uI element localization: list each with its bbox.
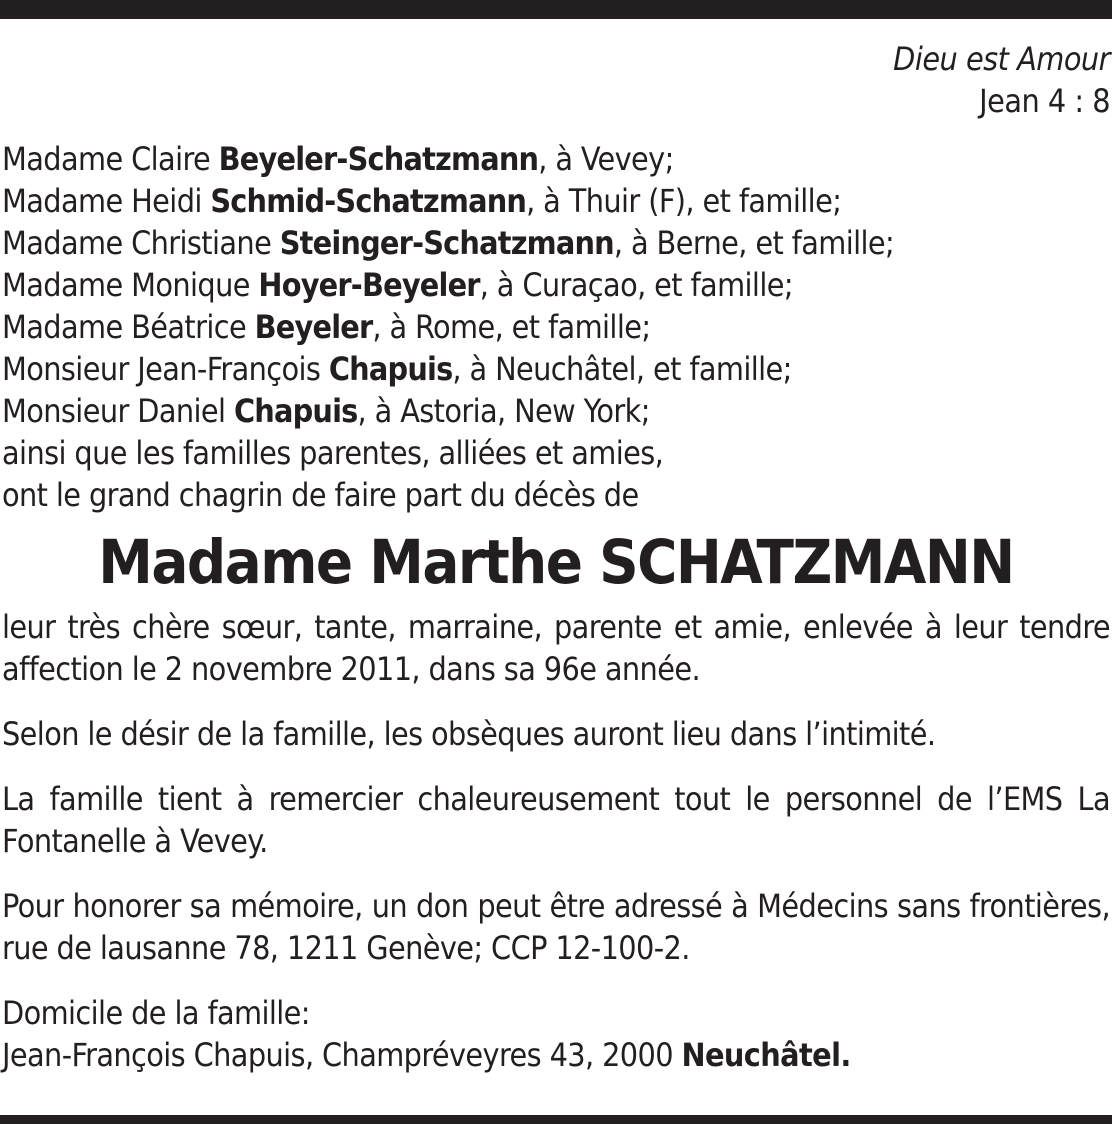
bottom-rule (0, 1115, 1112, 1124)
top-rule (0, 0, 1112, 19)
mourner-location: , à Astoria, New York; (357, 392, 650, 430)
mourner-location: , à Thuir (F), et famille; (526, 182, 842, 220)
domicile-address: Jean-François Chapuis, Champréveyres 43, 2000 (2, 1036, 682, 1074)
mourner-line (2, 348, 1110, 390)
mourner-surname: Chapuis (233, 392, 358, 430)
mourner-title: Madame Christiane (2, 224, 280, 262)
domicile-address-line (2, 1034, 1110, 1076)
mourner-title: Madame Béatrice (2, 308, 255, 346)
deceased-name: Madame Marthe SCHATZMANN (98, 527, 1014, 598)
funeral-paragraph: Selon le désir de la famille, les obsèques auront lieu dans l’intimité. (2, 715, 936, 753)
thanks-paragraph: La famille tient à remercier chaleureusement tout le personnel de l’EMS La Fontanelle à Vevey. (2, 780, 1110, 860)
mourner-surname: Hoyer-Beyeler (258, 266, 480, 304)
mourner-title: Madame Monique (2, 266, 259, 304)
domicile-block (2, 992, 1110, 1076)
mourner-line (2, 390, 1110, 432)
verse-text: Dieu est Amour (893, 40, 1110, 78)
tribute-paragraph: leur très chère sœur, tante, marraine, parente et amie, enlevée à leur tendre affection le 2 novembre 2011, dans sa 96e année. (2, 608, 1110, 688)
mourner-surname: Beyeler-Schatzmann (218, 140, 539, 178)
mourner-location: , à Berne, et famille; (613, 224, 895, 262)
mourner-surname: Steinger-Schatzmann (279, 224, 614, 262)
mourner-line (2, 264, 1110, 306)
mourner-title: Madame Heidi (2, 182, 211, 220)
mourner-line (2, 138, 1110, 180)
closing-line: ont le grand chagrin de faire part du décès de (2, 476, 639, 514)
mourner-title: Monsieur Jean-François (2, 350, 329, 388)
mourner-line (2, 222, 1110, 264)
mourner-location: , à Vevey; (538, 140, 674, 178)
mourner-surname: Chapuis (328, 350, 453, 388)
domicile-label: Domicile de la famille: (2, 994, 310, 1032)
mourner-title: Madame Claire (2, 140, 219, 178)
closing-line: ainsi que les familles parentes, alliées et amies, (2, 434, 664, 472)
mourner-title: Monsieur Daniel (2, 392, 234, 430)
obituary-notice (2, 38, 1110, 1076)
mourner-surname: Beyeler (254, 308, 373, 346)
mourner-location: , à Curaçao, et famille; (479, 266, 793, 304)
bible-verse (2, 38, 1110, 122)
mourner-surname: Schmid-Schatzmann (210, 182, 527, 220)
mourner-line (2, 306, 1110, 348)
verse-reference: Jean 4 : 8 (979, 82, 1110, 120)
mourners-list (2, 138, 1110, 516)
mourner-location: , à Rome, et famille; (372, 308, 651, 346)
domicile-city: Neuchâtel. (681, 1036, 851, 1074)
mourner-line (2, 180, 1110, 222)
mourner-location: , à Neuchâtel, et famille; (452, 350, 792, 388)
donation-paragraph: Pour honorer sa mémoire, un don peut être adressé à Médecins sans frontières, rue de lausanne 78, 1211 Genève; CCP 12-100-2. (2, 887, 1110, 967)
